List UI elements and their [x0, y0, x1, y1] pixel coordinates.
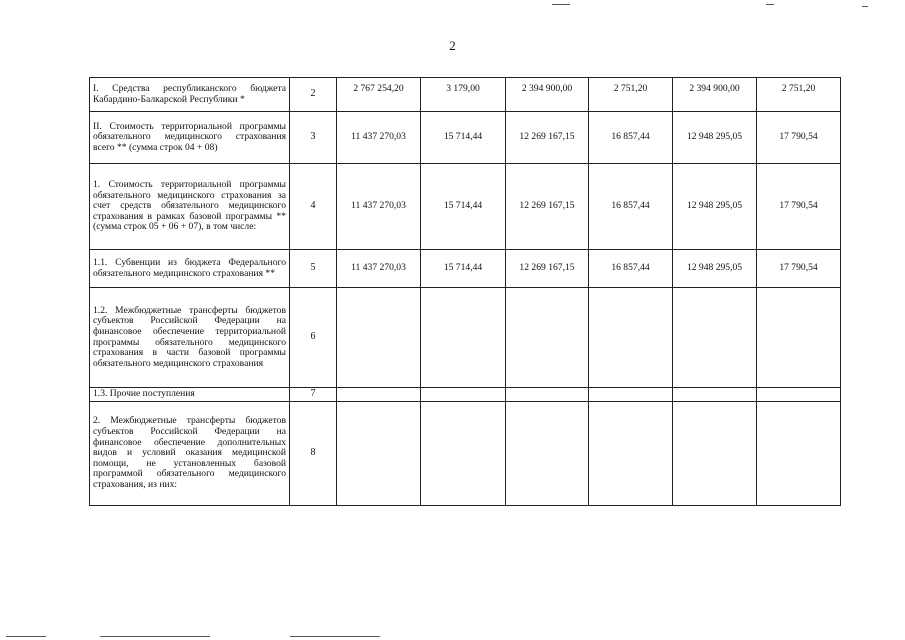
value-cell: 16 857,44 — [589, 112, 673, 164]
budget-table — [89, 77, 841, 506]
value-cell: 15 714,44 — [421, 112, 506, 164]
table-row — [90, 388, 841, 402]
value-cell: 11 437 270,03 — [337, 250, 421, 288]
page-number: 2 — [449, 38, 456, 53]
value-cell: 2 767 254,20 — [337, 78, 421, 112]
row-code: 2 — [290, 78, 337, 112]
value-cell: 2 751,20 — [589, 78, 673, 112]
value-cell — [337, 388, 421, 402]
row-label: II. Стоимость территориальной программы обязательного медицинского страхования всего ** (сумма строк 04 + 08) — [90, 112, 290, 164]
value-cell: 16 857,44 — [589, 164, 673, 250]
value-cell — [589, 388, 673, 402]
value-cell: 17 790,54 — [757, 112, 841, 164]
value-cell — [757, 402, 841, 506]
value-cell — [337, 402, 421, 506]
value-cell: 15 714,44 — [421, 250, 506, 288]
table-row — [90, 78, 841, 112]
table-row — [90, 164, 841, 250]
value-cell — [589, 288, 673, 388]
value-cell: 2 394 900,00 — [673, 78, 757, 112]
value-cell: 11 437 270,03 — [337, 112, 421, 164]
table-row — [90, 288, 841, 388]
value-cell: 15 714,44 — [421, 164, 506, 250]
value-cell: 3 179,00 — [421, 78, 506, 112]
value-cell: 16 857,44 — [589, 250, 673, 288]
row-code: 3 — [290, 112, 337, 164]
scan-artifact — [290, 636, 380, 637]
row-label: I. Средства республиканского бюджета Кабардино-Балкарской Республики * — [90, 78, 290, 112]
value-cell — [506, 288, 589, 388]
row-label: 1.3. Прочие поступления — [90, 388, 290, 402]
value-cell: 17 790,54 — [757, 250, 841, 288]
value-cell: 11 437 270,03 — [337, 164, 421, 250]
scan-artifact — [6, 636, 46, 637]
value-cell: 12 948 295,05 — [673, 164, 757, 250]
table-row — [90, 402, 841, 506]
value-cell — [673, 288, 757, 388]
scan-artifact — [766, 4, 774, 5]
value-cell: 12 269 167,15 — [506, 164, 589, 250]
row-code: 8 — [290, 402, 337, 506]
value-cell: 12 948 295,05 — [673, 112, 757, 164]
value-cell — [506, 388, 589, 402]
row-code: 5 — [290, 250, 337, 288]
row-label: 2. Межбюджетные трансферты бюджетов субъектов Российской Федерации на финансовое обеспечение дополнительных видов и условий оказания медицинской помощи, не установленных базовой программой обязательного медицинского страхования, из них: — [90, 402, 290, 506]
row-code: 7 — [290, 388, 337, 402]
row-code: 6 — [290, 288, 337, 388]
value-cell: 12 948 295,05 — [673, 250, 757, 288]
value-cell — [421, 402, 506, 506]
row-label: 1.1. Субвенции из бюджета Федерального обязательного медицинского страхования ** — [90, 250, 290, 288]
value-cell: 2 751,20 — [757, 78, 841, 112]
value-cell — [506, 402, 589, 506]
value-cell — [589, 402, 673, 506]
row-code: 4 — [290, 164, 337, 250]
value-cell: 17 790,54 — [757, 164, 841, 250]
value-cell — [757, 388, 841, 402]
value-cell: 2 394 900,00 — [506, 78, 589, 112]
scan-artifact — [552, 4, 570, 5]
row-label: 1. Стоимость территориальной программы обязательного медицинского страхования за счет средств обязательного медицинского страхования в рамках базовой программы ** (сумма строк 05 + 06 + 07), в том числе: — [90, 164, 290, 250]
value-cell: 12 269 167,15 — [506, 112, 589, 164]
scan-artifact — [100, 636, 210, 637]
row-label: 1.2. Межбюджетные трансферты бюджетов субъектов Российской Федерации на финансовое обеспечение территориальной программы обязательного медицинского страхования в части базовой программы обязательного медицинского страхования — [90, 288, 290, 388]
value-cell — [673, 402, 757, 506]
table-row — [90, 250, 841, 288]
value-cell — [421, 288, 506, 388]
value-cell — [337, 288, 421, 388]
value-cell — [421, 388, 506, 402]
scan-artifact — [862, 6, 868, 7]
value-cell — [757, 288, 841, 388]
value-cell — [673, 388, 757, 402]
value-cell: 12 269 167,15 — [506, 250, 589, 288]
table-row — [90, 112, 841, 164]
